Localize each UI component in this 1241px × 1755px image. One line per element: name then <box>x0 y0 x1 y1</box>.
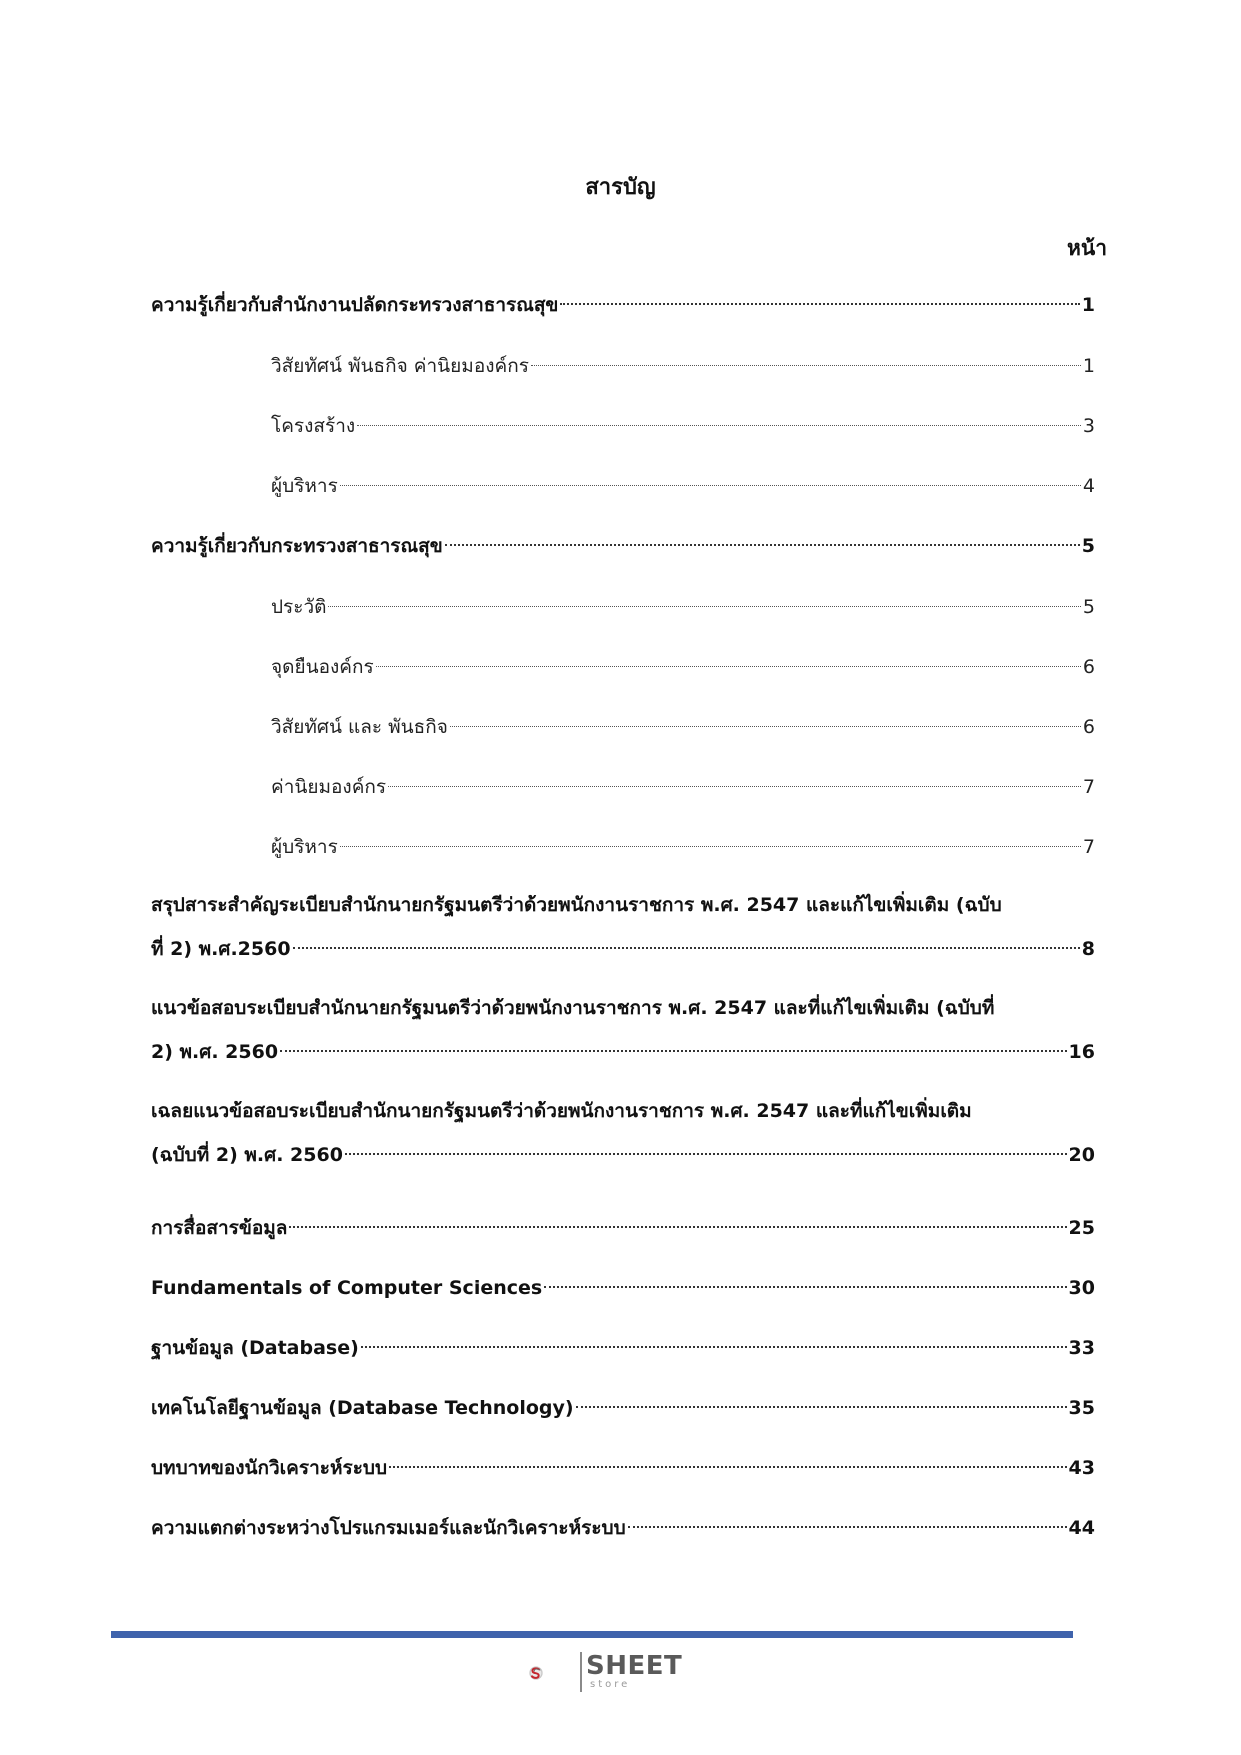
toc-entry-page: 25 <box>1068 1217 1095 1239</box>
toc-entry-title: วิสัยทัศน์ พันธกิจ ค่านิยมองค์กร <box>271 355 529 377</box>
dot-leader <box>293 947 1080 949</box>
toc-subentry[interactable] <box>151 712 1095 742</box>
toc-entry-title-line1: สรุปสาระสำคัญระเบียบสำนักนายกรัฐมนตรีว่าด้วยพนักงานราชการ พ.ศ. 2547 และแก้ไขเพิ่มเติม (ฉบับ <box>151 894 1002 916</box>
dot-leader <box>628 1526 1067 1528</box>
toc-entry-page: 16 <box>1068 1041 1095 1063</box>
toc-entry-title: ค่านิยมองค์กร <box>271 776 387 798</box>
toc-entry-page: 5 <box>1081 535 1095 557</box>
toc-entry[interactable] <box>151 1213 1095 1243</box>
toc-entry-title: เทคโนโลยีฐานข้อมูล (Database Technology) <box>151 1397 574 1419</box>
dot-leader <box>357 425 1081 426</box>
logo-subtext: store <box>590 1679 631 1690</box>
dot-leader <box>544 1286 1066 1288</box>
toc-entry-page: 30 <box>1068 1277 1095 1299</box>
toc-entry-title: ฐานข้อมูล (Database) <box>151 1337 359 1359</box>
toc-entry-page: 8 <box>1081 938 1095 960</box>
toc-entry-title: (ฉบับที่ 2) พ.ศ. 2560 <box>151 1144 343 1166</box>
footer-logo <box>586 1652 682 1690</box>
dot-leader <box>576 1406 1067 1408</box>
toc-entry-title: ความรู้เกี่ยวกับกระทรวงสาธารณสุข <box>151 535 443 557</box>
dot-leader <box>531 365 1081 366</box>
toc-entry-title-line1: แนวข้อสอบระเบียบสำนักนายกรัฐมนตรีว่าด้วยพนักงานราชการ พ.ศ. 2547 และที่แก้ไขเพิ่มเติม (ฉบับที่ <box>151 997 995 1019</box>
toc-entry-page: 5 <box>1082 596 1095 618</box>
dot-leader <box>280 1050 1067 1052</box>
toc-entry-title: 2) พ.ศ. 2560 <box>151 1041 279 1063</box>
toc-entry-title: ที่ 2) พ.ศ.2560 <box>151 938 291 960</box>
toc-entry-page: 7 <box>1082 836 1095 858</box>
toc-entry-title: บทบาทของนักวิเคราะห์ระบบ <box>151 1457 388 1479</box>
toc-subentry[interactable] <box>151 411 1095 441</box>
toc-entry-title: ประวัติ <box>271 596 327 618</box>
toc-entry-title: วิสัยทัศน์ และ พันธกิจ <box>271 716 448 738</box>
dot-leader <box>560 303 1079 305</box>
toc-entry-title: ความแตกต่างระหว่างโปรแกรมเมอร์และนักวิเคราะห์ระบบ <box>151 1517 626 1539</box>
toc-subentry[interactable] <box>151 832 1095 862</box>
dot-leader <box>340 846 1081 847</box>
toc-entry-page: 20 <box>1068 1144 1095 1166</box>
toc-entry[interactable] <box>151 1393 1095 1423</box>
toc-subentry[interactable] <box>151 592 1095 622</box>
toc-entry-title: การสื่อสารข้อมูล <box>151 1217 288 1239</box>
dot-leader <box>289 1226 1066 1228</box>
toc-entry-title: โครงสร้าง <box>271 415 356 437</box>
dot-leader <box>340 485 1081 486</box>
toc-entry-page: 6 <box>1082 656 1095 678</box>
toc-entry-page: 35 <box>1068 1397 1095 1419</box>
logo-divider <box>580 1652 582 1692</box>
toc-entry-page: 3 <box>1082 415 1095 437</box>
dot-leader <box>376 666 1081 667</box>
toc-entry-page: 33 <box>1068 1337 1095 1359</box>
toc-entry-page: 1 <box>1081 294 1095 316</box>
toc-entry[interactable] <box>151 1453 1095 1483</box>
toc-entry[interactable] <box>151 531 1095 561</box>
toc-entry-title: ผู้บริหาร <box>271 836 338 858</box>
toc-entry[interactable] <box>151 890 1095 964</box>
toc-subentry[interactable] <box>151 772 1095 802</box>
toc-entry-page: 7 <box>1082 776 1095 798</box>
toc-entry-title: จุดยืนองค์กร <box>271 656 374 678</box>
dot-leader <box>388 786 1081 787</box>
dot-leader <box>361 1346 1067 1348</box>
dot-leader <box>389 1466 1067 1468</box>
toc-entry-page: 44 <box>1068 1517 1095 1539</box>
page-column-label: หน้า <box>1067 236 1107 260</box>
dot-leader <box>328 606 1080 607</box>
toc-entry-page: 6 <box>1082 716 1095 738</box>
toc-entry-title: ความรู้เกี่ยวกับสำนักงานปลัดกระทรวงสาธารณสุข <box>151 294 559 316</box>
dot-leader <box>445 544 1080 546</box>
sheet-store-s-icon <box>528 1650 580 1696</box>
page-title: สารบัญ <box>585 175 656 200</box>
toc-entry[interactable] <box>151 1513 1095 1543</box>
toc-entry-page: 1 <box>1082 355 1095 377</box>
dot-leader <box>345 1153 1067 1155</box>
toc-entry-page: 43 <box>1068 1457 1095 1479</box>
footer-divider-bar <box>111 1631 1073 1638</box>
logo-wordmark: SHEET <box>586 1651 683 1681</box>
toc-subentry[interactable] <box>151 351 1095 381</box>
toc-entry[interactable] <box>151 1096 1095 1170</box>
toc-entry[interactable] <box>151 290 1095 320</box>
toc-entry[interactable] <box>151 1273 1095 1303</box>
toc-entry-title-line1: เฉลยแนวข้อสอบระเบียบสำนักนายกรัฐมนตรีว่าด้วยพนักงานราชการ พ.ศ. 2547 และที่แก้ไขเพิ่มเติม <box>151 1100 972 1122</box>
toc-entry-page: 4 <box>1082 475 1095 497</box>
dot-leader <box>450 726 1081 727</box>
toc-subentry[interactable] <box>151 652 1095 682</box>
toc-subentry[interactable] <box>151 471 1095 501</box>
toc-entry[interactable] <box>151 993 1095 1067</box>
toc-entry[interactable] <box>151 1333 1095 1363</box>
toc-entry-title: Fundamentals of Computer Sciences <box>151 1277 543 1299</box>
toc-entry-title: ผู้บริหาร <box>271 475 338 497</box>
